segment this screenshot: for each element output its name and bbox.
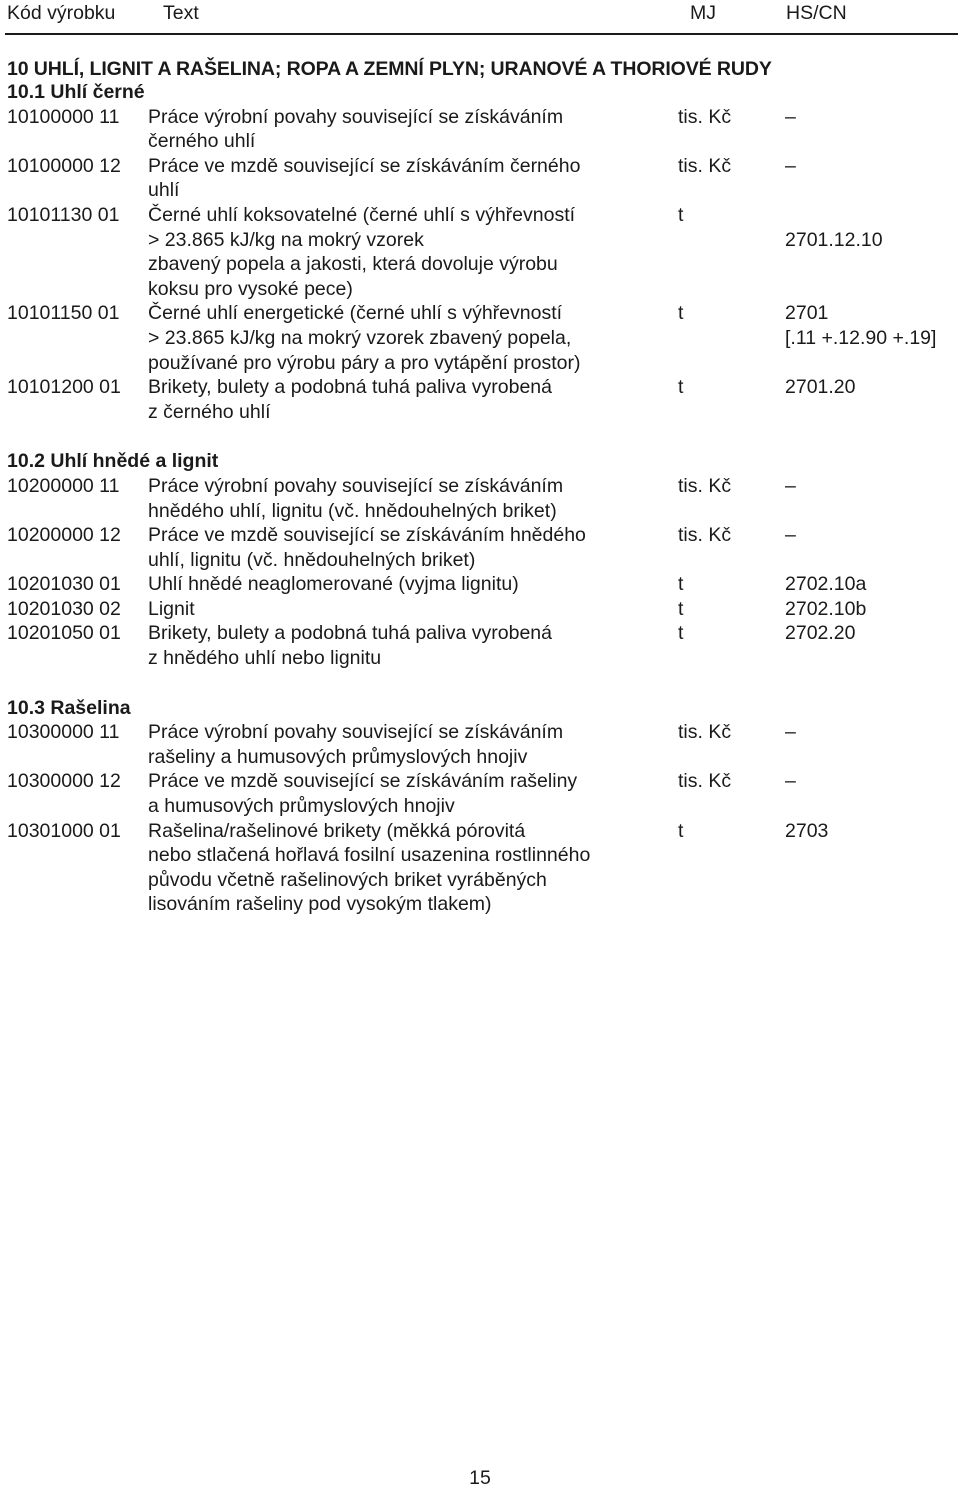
product-code: 10101130 01 [7, 203, 120, 226]
table-row [0, 203, 960, 301]
section-title: 10.1 Uhlí černé [7, 81, 145, 103]
product-text: Uhlí hnědé neaglomerované (vyjma lignitu) [148, 573, 519, 596]
product-code: 10300000 12 [7, 770, 121, 793]
unit: tis. Kč [678, 524, 732, 547]
product-code: 10201030 02 [7, 597, 121, 620]
hs-cn-code: 2701 [.11 +.12.90 +.19] [785, 302, 937, 349]
table-row [0, 720, 960, 769]
hs-cn-code: 2702.10b [785, 597, 867, 620]
header-hs-cn: HS/CN [786, 2, 847, 24]
product-code: 10200000 12 [7, 524, 121, 547]
unit: tis. Kč [678, 154, 732, 177]
hs-cn-code: 2702.20 [785, 622, 856, 645]
section-1 [0, 80, 960, 424]
unit: t [678, 597, 684, 620]
product-code: 10201030 01 [7, 573, 121, 596]
hs-cn-code: – [785, 105, 796, 128]
section-3 [0, 696, 960, 917]
hs-cn-code: 2702.10a [785, 573, 867, 596]
hs-cn-code: 2703 [785, 819, 829, 842]
header-code: Kód výrobku [7, 2, 116, 24]
table-row [0, 819, 960, 917]
unit: t [678, 573, 684, 596]
unit: tis. Kč [678, 105, 732, 128]
hs-cn-code: 2701.20 [785, 376, 856, 399]
product-text: Černé uhlí koksovatelné (černé uhlí s výhřevností > 23.865 kJ/kg na mokrý vzorek zbavený popela a jakosti, která dovoluje výrobu koksu pro vysoké pece) [148, 203, 576, 300]
product-code: 10100000 11 [7, 105, 120, 128]
header-unit: MJ [690, 2, 716, 24]
hs-cn-code: – [785, 721, 796, 744]
product-code: 10200000 11 [7, 474, 120, 497]
product-code: 10100000 12 [7, 154, 121, 177]
hs-cn-code: – [785, 770, 796, 793]
hs-cn-code: – [785, 154, 796, 177]
product-text: Práce výrobní povahy související se získáváním černého uhlí [148, 105, 564, 153]
product-code: 10300000 11 [7, 721, 120, 744]
unit: t [678, 203, 684, 226]
page-number: 15 [469, 1467, 491, 1489]
product-text: Práce ve mzdě související se získáváním rašeliny a humusových průmyslových hnojiv [148, 770, 578, 818]
section-title: 10.3 Rašelina [7, 696, 131, 719]
product-text: Práce ve mzdě související se získáváním černého uhlí [148, 154, 581, 202]
table-row [0, 474, 960, 523]
product-text: Práce ve mzdě související se získáváním hnědého uhlí, lignitu (vč. hnědouhelných briket) [148, 524, 586, 571]
table-row [0, 572, 960, 597]
product-text: Brikety, bulety a podobná tuhá paliva vyrobená z černého uhlí [148, 376, 552, 423]
product-text: Práce výrobní povahy související se získáváním rašeliny a humusových průmyslových hnojiv [148, 721, 564, 768]
product-text: Lignit [148, 597, 195, 620]
unit: tis. Kč [678, 770, 732, 793]
table-row [0, 769, 960, 818]
unit: t [678, 376, 684, 399]
product-text: Práce výrobní povahy související se získáváním hnědého uhlí, lignitu (vč. hnědouhelných briket) [148, 474, 564, 522]
table-header [0, 0, 960, 34]
unit: tis. Kč [678, 721, 732, 744]
product-text: Rašelina/rašelinové brikety (měkká pórovitá nebo stlačená hořlavá fosilní usazenina rostlinného původu včetně rašelinových briket vyráběných lisováním rašeliny pod vysokým tlakem) [148, 819, 591, 916]
unit: tis. Kč [678, 474, 732, 497]
unit: t [678, 622, 684, 645]
product-text: Brikety, bulety a podobná tuhá paliva vyrobená z hnědého uhlí nebo lignitu [148, 622, 552, 670]
table-row [0, 301, 960, 375]
table-row [0, 597, 960, 622]
hs-cn-code: 2701.12.10 [785, 228, 883, 251]
table-row [0, 375, 960, 424]
table-row [0, 154, 960, 203]
section-2 [0, 449, 960, 670]
table-row [0, 105, 960, 154]
classification-table [0, 80, 960, 942]
unit: t [678, 819, 684, 842]
table-row [0, 523, 960, 572]
header-text: Text [163, 2, 199, 24]
product-text: Černé uhlí energetické (černé uhlí s výhřevností > 23.865 kJ/kg na mokrý vzorek zbavený popela, používané pro výrobu páry a pro vytápění prostor) [148, 302, 581, 374]
product-code: 10201050 01 [7, 622, 121, 645]
hs-cn-code: – [785, 524, 796, 547]
table-row [0, 621, 960, 670]
section-title: 10.2 Uhlí hnědé a lignit [7, 450, 219, 473]
chapter-title: 10 UHLÍ, LIGNIT A RAŠELINA; ROPA A ZEMNÍ PLYN; URANOVÉ A THORIOVÉ RUDY [7, 58, 772, 80]
product-code: 10101150 01 [7, 302, 120, 325]
header-divider [5, 33, 958, 35]
hs-cn-code: – [785, 474, 796, 497]
unit: t [678, 302, 684, 325]
product-code: 10301000 01 [7, 819, 121, 842]
product-code: 10101200 01 [7, 376, 121, 399]
